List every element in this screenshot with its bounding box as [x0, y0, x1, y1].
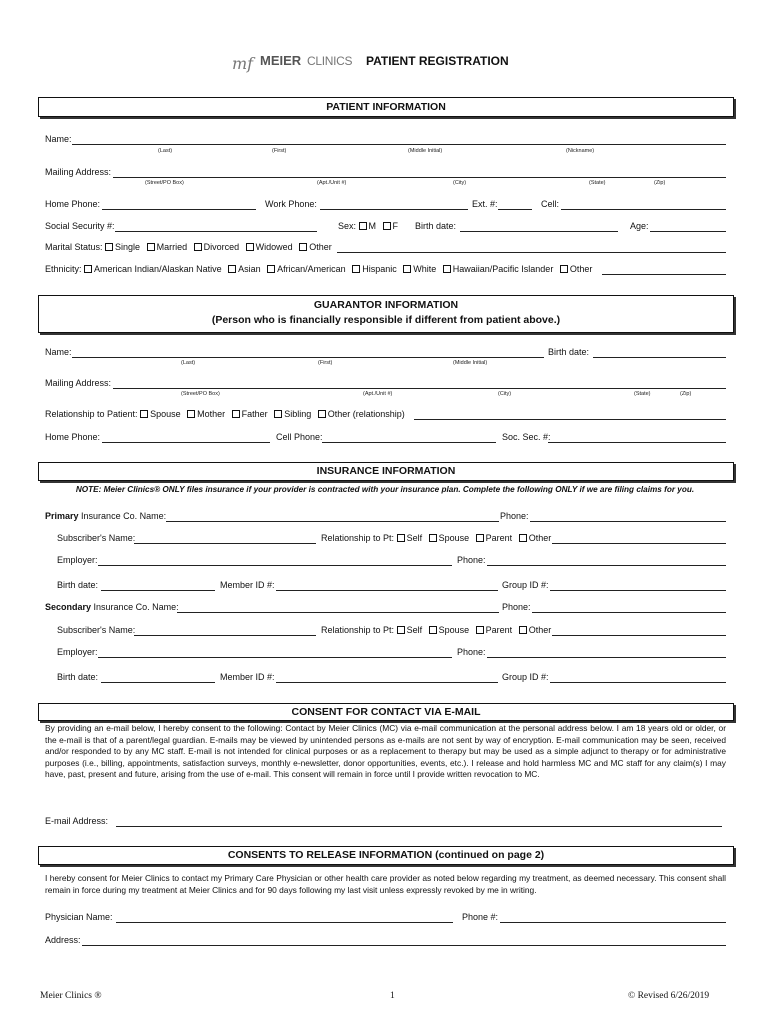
physician-phone-field[interactable]	[500, 922, 726, 923]
primary-group-label: Group ID #:	[502, 580, 549, 590]
guarantor-name-label: Name:	[45, 347, 72, 357]
marital-other-label: Other	[309, 242, 332, 252]
guarantor-apt-caption: (Apt./Unit #)	[363, 391, 393, 397]
secondary-phone-field[interactable]	[532, 612, 726, 613]
ethnicity-other-field[interactable]	[602, 274, 726, 275]
marital-widowed-checkbox[interactable]	[246, 243, 254, 251]
release-section-header	[38, 846, 734, 865]
primary-rel-other-field[interactable]	[552, 543, 726, 544]
guarantor-soc-sec-field[interactable]	[548, 442, 726, 443]
guarantor-section-header	[38, 295, 734, 333]
patient-sex-label: Sex:	[338, 221, 357, 231]
physician-address-field[interactable]	[82, 945, 726, 946]
patient-zip-caption: (Zip)	[654, 180, 666, 186]
patient-work-phone-field[interactable]	[320, 209, 468, 210]
patient-state-caption: (State)	[589, 180, 606, 186]
patient-middle-caption: (Middle Initial)	[408, 148, 443, 154]
secondary-phone-label: Phone:	[502, 602, 531, 612]
ethnicity-row	[45, 264, 592, 275]
primary-rel-other-label: Other	[528, 533, 552, 543]
patient-age-field[interactable]	[650, 231, 726, 232]
page-number: 1	[390, 991, 395, 1001]
secondary-rel-other-field[interactable]	[552, 635, 726, 636]
page-title: PATIENT REGISTRATION	[366, 54, 509, 68]
patient-section-header	[38, 97, 734, 117]
patient-work-phone-label: Work Phone:	[265, 199, 317, 209]
guarantor-cell-phone-field[interactable]	[322, 442, 496, 443]
primary-rel-self-checkbox[interactable]	[397, 534, 405, 542]
sex-m-label: M	[368, 221, 377, 231]
primary-birth-label: Birth date:	[57, 580, 99, 590]
secondary-group-label: Group ID #:	[502, 672, 549, 682]
ethnicity-label: Ethnicity:	[45, 264, 82, 274]
email-consent-text: By providing an e-mail below, I hereby consent to the following: Contact by Meier Clinics (MC) via e-mail communication at the personal address below. I am 18 years old or older, or the e-mail is that of a parent/legal guardian. E-mails may be viewed by unintended persons as e-mails are not sent by way of encryption. E-mail communication may be seen, received and/or responded to by any MC staff. E-mail is not intended for clinical purposes or as a replacement to therapy but may be used as a simple adjunct to therapy or for administrative purposes (i.e., billing, appointments, satisfaction surveys, monthly e-newsletter, donor opportunities, events, etc.). I release and hold harmless MC and MC staff for any claim(s) I may have, past, present and future, arising from the use of e-mail. This consent will remain in force until I provide written revocation to MC.	[45, 723, 726, 780]
patient-apt-caption: (Apt./Unit #)	[317, 180, 347, 186]
email-consent-section-title: CONSENT FOR CONTACT VIA E-MAIL	[291, 706, 481, 718]
rel-sibling-checkbox[interactable]	[274, 410, 282, 418]
primary-birth-field[interactable]	[101, 590, 215, 591]
patient-section-title: PATIENT INFORMATION	[326, 101, 446, 113]
primary-employer-field[interactable]	[98, 565, 452, 566]
secondary-birth-field[interactable]	[101, 682, 215, 683]
guarantor-first-caption: (First)	[318, 360, 333, 366]
primary-ins-name-field[interactable]	[166, 521, 499, 522]
patient-birth-label: Birth date:	[415, 221, 457, 231]
primary-subscriber-label: Subscriber's Name:	[57, 533, 136, 543]
ethnicity-hawaiian-checkbox[interactable]	[443, 265, 451, 273]
guarantor-state-caption: (State)	[634, 391, 651, 397]
guarantor-relationship-field[interactable]	[414, 419, 726, 420]
patient-first-caption: (First)	[272, 148, 287, 154]
logo	[230, 46, 360, 76]
guarantor-section-subtitle: (Person who is financially responsible if different from patient above.)	[211, 314, 561, 326]
patient-ext-label: Ext. #:	[472, 199, 498, 209]
ethnicity-hispanic-checkbox[interactable]	[352, 265, 360, 273]
secondary-rel-parent-label: Parent	[485, 625, 513, 635]
guarantor-mailing-field[interactable]	[113, 388, 726, 389]
insurance-section-title: INSURANCE INFORMATION	[316, 465, 456, 477]
primary-ins-name-label	[45, 511, 166, 522]
rel-father-label: Father	[241, 409, 268, 419]
patient-age-label: Age:	[630, 221, 649, 231]
secondary-rel-spouse-checkbox[interactable]	[429, 626, 437, 634]
patient-ssn-label: Social Security #:	[45, 221, 115, 231]
patient-last-caption: (Last)	[158, 148, 173, 154]
ethnicity-native-label: American Indian/Alaskan Native	[94, 264, 222, 274]
guarantor-soc-sec-label: Soc. Sec. #:	[502, 432, 551, 442]
ethnicity-african-label: African/American	[277, 264, 346, 274]
guarantor-home-phone-label: Home Phone:	[45, 432, 101, 442]
primary-phone-label: Phone:	[500, 511, 529, 521]
insurance-note: NOTE: Meier Clinics® ONLY files insurance if your provider is contracted with your insurance plan. Complete the following ONLY if we are filing claims for you.	[75, 485, 695, 494]
secondary-subscriber-field[interactable]	[134, 635, 316, 636]
secondary-ins-name-field[interactable]	[177, 612, 499, 613]
marital-other-field[interactable]	[337, 252, 726, 253]
patient-mailing-field[interactable]	[113, 177, 726, 178]
marital-single-label: Single	[115, 242, 141, 252]
rel-father-checkbox[interactable]	[232, 410, 240, 418]
rel-mother-label: Mother	[197, 409, 226, 419]
primary-group-field[interactable]	[550, 590, 726, 591]
primary-employer-phone-field[interactable]	[487, 565, 726, 566]
guarantor-birth-field[interactable]	[593, 357, 726, 358]
marital-married-checkbox[interactable]	[147, 243, 155, 251]
marital-divorced-label: Divorced	[203, 242, 240, 252]
release-section-title: CONSENTS TO RELEASE INFORMATION (continued on page 2)	[227, 849, 545, 861]
secondary-rel-spouse-label: Spouse	[438, 625, 470, 635]
primary-rel-spouse-checkbox[interactable]	[429, 534, 437, 542]
primary-relationship-label: Relationship to Pt:	[321, 533, 395, 543]
patient-name-field[interactable]	[72, 144, 726, 145]
physician-address-label: Address:	[45, 935, 81, 945]
marital-widowed-label: Widowed	[255, 242, 293, 252]
secondary-employer-phone-label: Phone:	[457, 647, 486, 657]
guarantor-birth-label: Birth date:	[548, 347, 590, 357]
secondary-rel-other-label: Other	[528, 625, 552, 635]
patient-ssn-field[interactable]	[115, 231, 317, 232]
patient-mailing-label: Mailing Address:	[45, 167, 112, 177]
ethnicity-african-checkbox[interactable]	[267, 265, 275, 273]
secondary-bold: Secondary	[45, 602, 92, 612]
secondary-employer-label: Employer:	[57, 647, 98, 657]
patient-cell-field[interactable]	[561, 209, 726, 210]
ethnicity-other-label: Other	[569, 264, 593, 274]
footer-right: © Revised 6/26/2019	[628, 991, 710, 1001]
guarantor-zip-caption: (Zip)	[680, 391, 692, 397]
patient-nickname-caption: (Nickname)	[566, 148, 595, 154]
patient-home-phone-field[interactable]	[102, 209, 256, 210]
secondary-rel-parent-checkbox[interactable]	[476, 626, 484, 634]
primary-rel-self-label: Self	[406, 533, 423, 543]
patient-sex-group	[338, 221, 398, 232]
secondary-relationship-row	[321, 625, 551, 636]
primary-phone-field[interactable]	[530, 521, 726, 522]
marital-divorced-checkbox[interactable]	[194, 243, 202, 251]
secondary-group-field[interactable]	[550, 682, 726, 683]
physician-name-field[interactable]	[116, 922, 453, 923]
secondary-employer-field[interactable]	[98, 657, 452, 658]
rel-other-label: Other (relationship)	[327, 409, 405, 419]
secondary-ins-name-text: Insurance Co. Name:	[93, 602, 179, 612]
primary-rel-other-checkbox[interactable]	[519, 534, 527, 542]
email-address-field[interactable]	[116, 826, 722, 827]
rel-mother-checkbox[interactable]	[187, 410, 195, 418]
primary-employer-label: Employer:	[57, 555, 98, 565]
logo-script: mf	[232, 54, 254, 73]
patient-ext-field[interactable]	[498, 209, 532, 210]
primary-rel-parent-checkbox[interactable]	[476, 534, 484, 542]
ethnicity-native-checkbox[interactable]	[84, 265, 92, 273]
guarantor-relationship-label: Relationship to Patient:	[45, 409, 138, 419]
primary-relationship-row	[321, 533, 551, 544]
marital-married-label: Married	[156, 242, 188, 252]
secondary-subscriber-label: Subscriber's Name:	[57, 625, 136, 635]
rel-sibling-label: Sibling	[284, 409, 312, 419]
physician-phone-label: Phone #:	[462, 912, 499, 922]
ethnicity-hawaiian-label: Hawaiian/Pacific Islander	[452, 264, 554, 274]
patient-home-phone-label: Home Phone:	[45, 199, 101, 209]
release-text: I hereby consent for Meier Clinics to contact my Primary Care Physician or other health care provider as noted below regarding my treatment, as deemed necessary. This consent shall remain in force during my treatment at Meier Clinics and for 90 days following my last visit unless expressly revoked by me in writing.	[45, 873, 726, 895]
sex-m-checkbox[interactable]	[359, 222, 367, 230]
insurance-section-header	[38, 462, 734, 481]
secondary-member-label: Member ID #:	[220, 672, 275, 682]
guarantor-relationship-row	[45, 409, 405, 420]
marital-status-row	[45, 242, 332, 253]
primary-member-label: Member ID #:	[220, 580, 275, 590]
email-address-label: E-mail Address:	[45, 816, 109, 826]
patient-birth-field[interactable]	[460, 231, 618, 232]
physician-name-label: Physician Name:	[45, 912, 113, 922]
primary-bold: Primary	[45, 511, 79, 521]
ethnicity-asian-label: Asian	[238, 264, 261, 274]
primary-rel-spouse-label: Spouse	[438, 533, 470, 543]
guarantor-middle-caption: (Middle Initial)	[453, 360, 488, 366]
patient-street-caption: (Street/PO Box)	[145, 180, 184, 186]
guarantor-mailing-label: Mailing Address:	[45, 378, 112, 388]
marital-single-checkbox[interactable]	[105, 243, 113, 251]
guarantor-name-field[interactable]	[72, 357, 544, 358]
logo-clinics: CLINICS	[307, 54, 353, 68]
sex-f-label: F	[392, 221, 399, 231]
rel-spouse-checkbox[interactable]	[140, 410, 148, 418]
guarantor-cell-phone-label: Cell Phone:	[276, 432, 323, 442]
guarantor-last-caption: (Last)	[181, 360, 196, 366]
marital-other-checkbox[interactable]	[299, 243, 307, 251]
secondary-employer-phone-field[interactable]	[487, 657, 726, 658]
secondary-ins-name-label	[45, 602, 179, 613]
guarantor-section-title: GUARANTOR INFORMATION	[313, 299, 459, 311]
rel-spouse-label: Spouse	[150, 409, 181, 419]
secondary-rel-self-checkbox[interactable]	[397, 626, 405, 634]
patient-cell-label: Cell:	[541, 199, 560, 209]
secondary-birth-label: Birth date:	[57, 672, 99, 682]
guarantor-home-phone-field[interactable]	[102, 442, 270, 443]
sex-f-checkbox[interactable]	[383, 222, 391, 230]
primary-ins-name-text: Insurance Co. Name:	[81, 511, 167, 521]
secondary-member-field[interactable]	[276, 682, 498, 683]
secondary-rel-self-label: Self	[406, 625, 423, 635]
ethnicity-asian-checkbox[interactable]	[228, 265, 236, 273]
patient-name-label: Name:	[45, 134, 72, 144]
patient-city-caption: (City)	[453, 180, 467, 186]
primary-rel-parent-label: Parent	[485, 533, 513, 543]
ethnicity-white-label: White	[413, 264, 437, 274]
rel-other-checkbox[interactable]	[318, 410, 326, 418]
logo-meier: MEIER	[260, 53, 302, 68]
ethnicity-other-checkbox[interactable]	[560, 265, 568, 273]
email-consent-section-header	[38, 703, 734, 721]
ethnicity-white-checkbox[interactable]	[403, 265, 411, 273]
guarantor-street-caption: (Street/PO Box)	[181, 391, 220, 397]
marital-status-label: Marital Status:	[45, 242, 103, 252]
secondary-relationship-label: Relationship to Pt:	[321, 625, 395, 635]
primary-subscriber-field[interactable]	[134, 543, 316, 544]
primary-employer-phone-label: Phone:	[457, 555, 486, 565]
primary-member-field[interactable]	[276, 590, 498, 591]
secondary-rel-other-checkbox[interactable]	[519, 626, 527, 634]
guarantor-city-caption: (City)	[498, 391, 512, 397]
footer-left: Meier Clinics ®	[40, 991, 102, 1001]
ethnicity-hispanic-label: Hispanic	[362, 264, 397, 274]
